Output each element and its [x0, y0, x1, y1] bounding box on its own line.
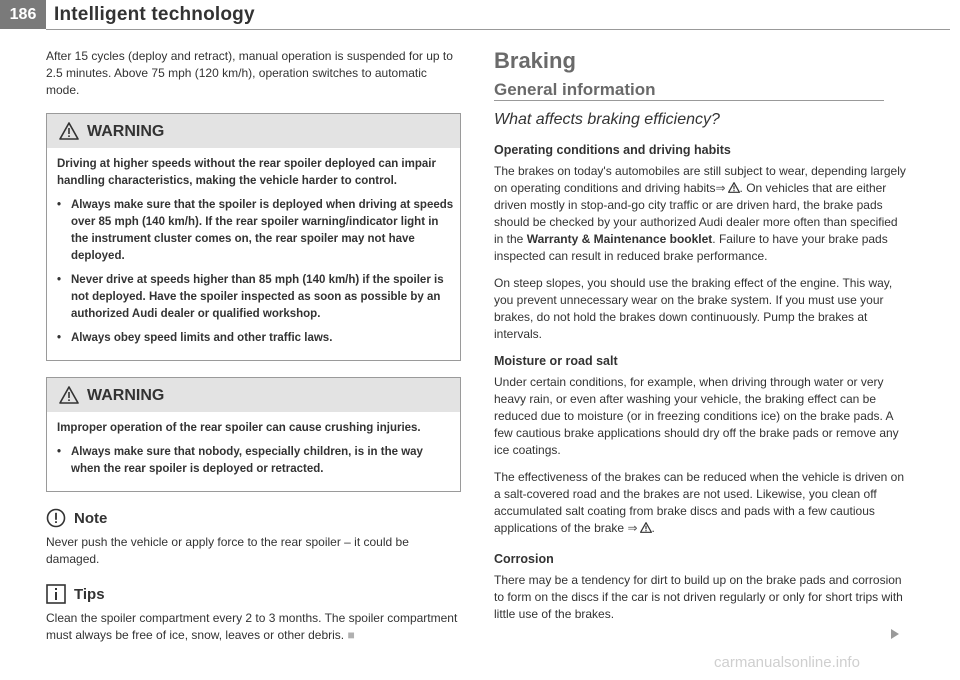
warning-bullet: • Always make sure that nobody, especially children, is in the way when the rear spoiler is deployed or retracted. [57, 446, 423, 475]
paragraph-moisture: Under certain conditions, for example, when driving through water or very heavy rain, or even after washing your vehicle, the braking effect can be reduced due to moisture (or in freezing conditions ice) on the brake pads. A few cautious brake applications should dry off the brake pads or remove any ice coatings. [494, 375, 899, 457]
warning-bullet: • Never drive at speeds higher than 85 mph (140 km/h) if the spoiler is not deployed. Have the spoiler inspected as soon as possible by an authorized Audi dealer or qualified workshop. [57, 274, 444, 320]
note-label: Note [74, 509, 108, 527]
warning-body [47, 148, 460, 360]
note-text: Never push the vehicle or apply force to the rear spoiler – it could be damaged. [46, 535, 409, 566]
intro-paragraph: After 15 cycles (deploy and retract), manual operation is suspended for up to 2.5 minutes. Above 75 mph (120 km/h), operation switches to automatic mode. [46, 49, 453, 97]
subsection-rule [494, 100, 884, 101]
topic-question: What affects braking efficiency? [494, 111, 720, 128]
warning-bullet: • Always make sure that the spoiler is deployed when driving at speeds over 85 mph (140 km/h). If the rear spoiler warning/indicator light in the instrument cluster comes on, the rear spoiler may not have deployed. [57, 199, 454, 262]
subhead-corrosion: Corrosion [494, 552, 554, 566]
warning-lead: Improper operation of the rear spoiler can cause crushing injuries. [57, 422, 421, 434]
end-of-section-icon: ■ [347, 628, 355, 642]
tips-label: Tips [74, 585, 105, 603]
subhead-moisture: Moisture or road salt [494, 354, 618, 368]
warning-lead: Driving at higher speeds without the rear spoiler deployed can impair handling characteristics, making the vehicle harder to control. [57, 158, 436, 187]
warning-label: WARNING [87, 386, 165, 404]
header-rule [46, 29, 950, 30]
page-header-title: Intelligent technology [54, 4, 255, 25]
tips-heading [46, 584, 461, 604]
note-icon [46, 508, 66, 528]
warning-box-spoiler-speed [46, 113, 461, 361]
paragraph-operating-conditions: The brakes on today's automobiles are still subject to wear, depending largely on operating conditions and driving habits⇒ . On vehicles that are either driven mostly in stop-and-go city traffic or are driven hard, the brake pads should be checked by your authorized Audi dealer more often than specified in the Warranty & Maintenance booklet. Failure to have your brake pads inspected can result in reduced brake performance. [494, 164, 906, 263]
warning-body [47, 412, 460, 491]
paragraph-salt: The effectiveness of the brakes can be reduced when the vehicle is driven on a salt-covered road and the brakes are not used. Likewise, you clean off accumulated salt coating from brake discs and pads with a few cautious applications of the brake ⇒ . [494, 470, 905, 535]
paragraph-corrosion: There may be a tendency for dirt to build up on the brake pads and corrosion to form on the discs if the car is not driven regularly or only for short trips with little use of the brakes. [494, 573, 903, 621]
warning-header [47, 114, 460, 148]
info-icon [46, 584, 66, 604]
subhead-operating-conditions: Operating conditions and driving habits [494, 143, 731, 157]
subsection-heading: General information [494, 80, 656, 99]
reference-arrow-icon: ⇒ [627, 521, 638, 535]
note-heading [46, 508, 461, 528]
tips-text: Clean the spoiler compartment every 2 to 3 months. The spoiler compartment must always be free of ice, snow, leaves or other debris. ■ [46, 611, 458, 642]
page-number: 186 [0, 0, 46, 29]
watermark: carmanualsonline.info [714, 654, 860, 671]
right-column [494, 48, 910, 633]
paragraph-steep-slopes: On steep slopes, you should use the braking effect of the engine. This way, you prevent unnecessary wear on the brake system. If you must use your brakes, do not hold the brakes down continuously. Pump the brakes at intervals. [494, 276, 893, 341]
warning-bullet: • Always obey speed limits and other traffic laws. [57, 332, 333, 344]
left-column [46, 48, 461, 654]
continued-arrow-icon [890, 628, 900, 640]
warning-label: WARNING [87, 122, 165, 140]
warning-triangle-icon [640, 522, 652, 533]
warning-triangle-icon [59, 386, 79, 404]
warning-triangle-icon [59, 122, 79, 140]
reference-arrow-icon: ⇒ [715, 181, 726, 195]
warning-triangle-icon [728, 182, 740, 193]
section-heading-braking: Braking [494, 48, 576, 73]
warning-header [47, 378, 460, 412]
warning-box-crushing [46, 377, 461, 492]
